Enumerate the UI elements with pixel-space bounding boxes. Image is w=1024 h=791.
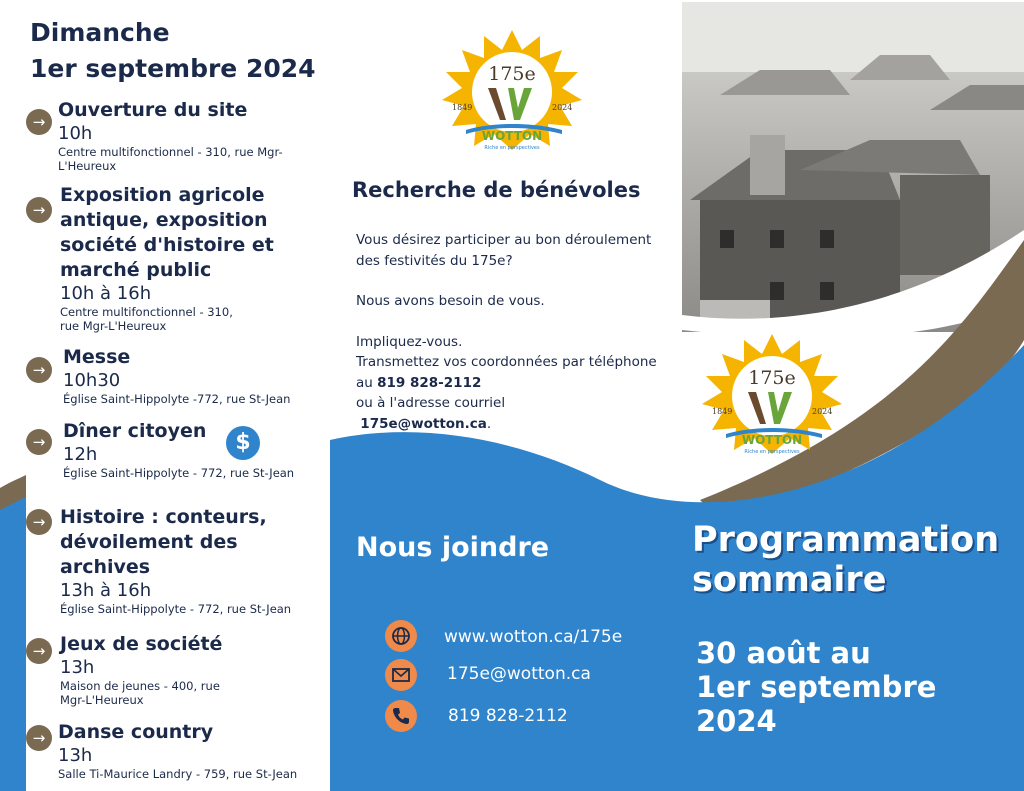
logo-edition: 175e [748,367,796,389]
mail-icon [385,659,417,691]
day-heading [30,15,316,87]
event-time: 10h30 [63,370,121,391]
event-time: 12h [63,444,98,465]
arrow-bullet-icon: → [26,638,52,664]
logo-edition: 175e [488,63,536,85]
volunteers-heading: Recherche de bénévoles [352,178,641,202]
event-item [60,505,290,616]
arrow-bullet-icon: → [26,509,52,535]
event-title: Messe [63,346,131,368]
program-dates-line2: 1er septembre [696,670,937,704]
event-title: Exposition agricole antique, exposition société d'histoire et marché public [60,184,274,281]
volunteers-email-intro: ou à l'adresse courriel [356,395,506,411]
logo-year-end: 2024 [812,407,833,416]
program-dates-line1: 30 août au [696,636,871,670]
dollar-icon: $ [226,426,260,460]
phone-icon [385,700,417,732]
logo-year-start: 1849 [452,103,473,112]
event-time: 10h [58,123,93,144]
arrow-bullet-icon: → [26,725,52,751]
logo-year-start: 1849 [712,407,733,416]
event-place: Centre multifonctionnel - 310, rue Mgr-L'Heureux [58,145,283,173]
event-title: Dîner citoyen [63,420,207,442]
event-place: Église Saint-Hippolyte -772, rue St-Jean [63,392,291,406]
event-time: 10h à 16h [60,283,152,304]
program-dates [696,636,936,738]
event-item [58,98,328,173]
volunteers-email: 175e@wotton.ca [360,415,487,432]
day-date: 1er septembre 2024 [30,54,316,83]
globe-icon [385,620,417,652]
event-place: Église Saint-Hippolyte - 772, rue St-Jean [63,466,295,480]
event-title: Jeux de société [60,633,223,655]
event-item [63,419,328,480]
arrow-bullet-icon: → [26,357,52,383]
logo-name: WOTTON [741,433,803,447]
logo-year-end: 2024 [552,103,573,112]
contact-email[interactable]: 175e@wotton.ca [447,664,591,684]
volunteers-text [356,230,676,434]
day-name: Dimanche [30,18,170,47]
arrow-bullet-icon: → [26,197,52,223]
program-title-line2: sommaire [692,560,887,600]
volunteers-call: Impliquez-vous. [356,333,463,350]
program-title [692,520,999,600]
event-place: Maison de jeunes - 400, rue Mgr-L'Heureux [60,679,220,707]
volunteers-instructions: Transmettez vos coordonnées par téléphone au 819 828-2112 [356,354,657,391]
event-time: 13h à 16h [60,580,152,601]
volunteers-intro: Vous désirez participer au bon déroulement des festivités du 175e? [356,232,652,269]
program-dates-line3: 2024 [696,704,777,738]
volunteers-email-line: 175e@wotton.ca. [360,415,492,432]
event-place: Salle Ti-Maurice Landry - 759, rue St-Jean [58,767,298,781]
logo-name: WOTTON [481,129,543,143]
event-time: 13h [58,745,93,766]
arrow-bullet-icon: → [26,109,52,135]
wotton-175e-logo [432,28,592,156]
program-title-line1: Programmation [692,520,1000,560]
contact-heading: Nous joindre [356,532,550,563]
event-title: Ouverture du site [58,99,248,121]
event-item [58,720,328,781]
event-title: Danse country [58,721,214,743]
volunteers-need: Nous avons besoin de vous. [356,293,545,309]
contact-phone[interactable]: 819 828-2112 [448,706,568,726]
contact-website[interactable]: www.wotton.ca/175e [444,627,623,647]
arrow-bullet-icon: → [26,429,52,455]
event-item [60,183,322,333]
event-title: Histoire : conteurs, dévoilement des archives [60,506,267,578]
event-item [60,632,325,707]
logo-tagline: Riche en perspectives [744,449,800,455]
volunteers-phone: 819 828-2112 [377,374,482,391]
event-place: Église Saint-Hippolyte - 772, rue St-Jean [60,602,292,616]
event-item [63,345,328,406]
event-time: 13h [60,657,95,678]
wotton-175e-logo-secondary [692,332,852,460]
logo-tagline: Riche en perspectives [484,145,540,151]
event-place: Centre multifonctionnel - 310, rue Mgr-L'Heureux [60,305,233,333]
